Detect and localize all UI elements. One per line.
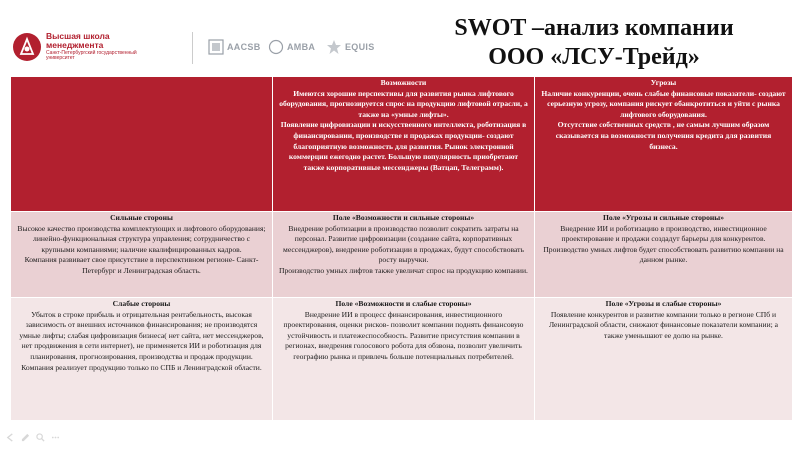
threats-cell [535, 77, 793, 212]
weaknesses-text-2: планирования, прогнозирования, производства и продаж продукции. Компания реализует продукцию только по СПБ и Ленинградской области. [21, 351, 262, 372]
weaknesses-cell [11, 298, 273, 421]
logo-name: Высшая школа менеджмента [46, 31, 110, 51]
slideshow-toolbar [6, 433, 60, 442]
opportunities-title: Возможности [380, 78, 427, 87]
opportunities-cell [273, 77, 535, 212]
threats-title: Угрозы [650, 78, 677, 87]
header-divider [192, 32, 193, 64]
hse-logo [12, 30, 202, 64]
logo-subtitle: Санкт-Петербургский государственный университет [46, 50, 137, 62]
hse-emblem-icon [12, 32, 42, 62]
menu-icon[interactable] [51, 433, 60, 442]
table-row [11, 212, 793, 298]
equis-badge [326, 36, 375, 58]
empty-corner-cell [11, 77, 273, 212]
threats-text-2: Отсутствие собственных средств , не самым лучшим образом сказывается на возможности получения кредита для развития бизнеса. [555, 120, 772, 151]
amba-badge [268, 36, 315, 58]
aacsb-badge [208, 36, 261, 58]
title-line-1: SWOT –анализ компании [454, 15, 734, 41]
table-row [11, 298, 793, 421]
table-row [11, 77, 793, 212]
equis-star-icon [326, 39, 342, 55]
wt-title: Поле «Угрозы и слабые стороны» [605, 299, 722, 308]
threats-text-1: Наличие конкуренции, очень слабые финансовые показатели- создают серьезную угрозу, компания рискует обанкротиться и уйти с рынка лифтового оборудования. [541, 88, 786, 119]
title-line-2: ООО «ЛСУ-Трейд» [488, 44, 700, 70]
st-title: Поле «Угрозы и сильные стороны» [602, 213, 724, 222]
wt-cell [535, 298, 793, 421]
opportunities-text-1: Имеются хорошие перспективы для развития рынка лифтового оборудования, прогнозируется спрос на продукцию лифтовой отрасли, а также на «умные лифты». [279, 88, 528, 119]
arrow-left-icon[interactable] [6, 433, 15, 442]
amba-label: AMBA [287, 42, 316, 52]
amba-icon [268, 39, 284, 55]
strengths-text-1: Высокое качество производства комплектующих и лифтового оборудования; линейно-функциональная структура управления; сотрудничество с крупными компаниями; наличие квалифицированных кадров. [17, 223, 266, 254]
slide-title [400, 14, 788, 72]
weaknesses-title: Слабые стороны [112, 299, 171, 308]
so-cell [273, 212, 535, 298]
aacsb-icon [208, 39, 224, 55]
equis-label: EQUIS [345, 42, 375, 52]
pen-icon[interactable] [21, 433, 30, 442]
aacsb-label: AACSB [227, 42, 261, 52]
wt-text-1: Появление конкурентов и развитие компании только в регионе СПб и Ленинградской области, снижают финансовые показатели компании; а также уменьшают ее долю на рынке. [548, 309, 779, 340]
wo-title: Поле «Возможности и слабые стороны» [335, 299, 472, 308]
strengths-cell [11, 212, 273, 298]
so-text-2: Производство умных лифтов также увеличат спрос на продукцию компании. [279, 265, 528, 275]
wo-cell [273, 298, 535, 421]
st-cell [535, 212, 793, 298]
swot-table [10, 76, 793, 421]
weaknesses-text-1: Убыток в строке прибыль и отрицательная рентабельность, высокая зависимость от внешних источников финансирования; не производятся умные лифты; слабая цифровизация бизнеса( нет сайта, нет мессенджеров, нет продвижения в сети интернет), не применяется ИИ и роботизация для [19, 309, 264, 351]
wo-text-1: Внедрение ИИ в процесс финансирования, инвестиционного проектирования, оценки рисков- позволит компании поднять финансовую устойчивость и платежеспособность. Развитие присутствия компании в регионах, внедрения голосового робота для обзвона, позволит увеличить географию рынка и привлечь больше потенциальных потребителей. [283, 309, 524, 361]
so-title: Поле «Возможности и сильные стороны» [332, 213, 475, 222]
zoom-icon[interactable] [36, 433, 45, 442]
so-text-1: Внедрение роботизации в производство позволит сократить затраты на персонал. Развитие цифровизации (создание сайта, корпоративных мессенджеров), внедрение роботизации в продажах, будут способствовать росту выручки. [283, 223, 524, 265]
opportunities-text-2: Появление цифровизации и искусственного интеллекта, роботизация в финансировании, производстве и продажах продукции- создают благоприятную возможность для развития. Рынок электронной коммерции ежегодно растет. Большую популярность приобретают также корпоративные мессенджеры (Ватцап, Телеграмм). [280, 120, 527, 172]
st-text-1: Внедрение ИИ и роботизацию в производство, инвестиционное проектирование и продажи создадут барьеры для конкурентов. Производство умных лифтов будет способствовать развитию компании на данном рынке. [543, 223, 784, 265]
strengths-text-2: Компания развивает свое присутствие в перспективном регионе- Санкт-Петербург и Ленинградская область. [24, 255, 259, 275]
strengths-title: Сильные стороны [110, 213, 173, 222]
